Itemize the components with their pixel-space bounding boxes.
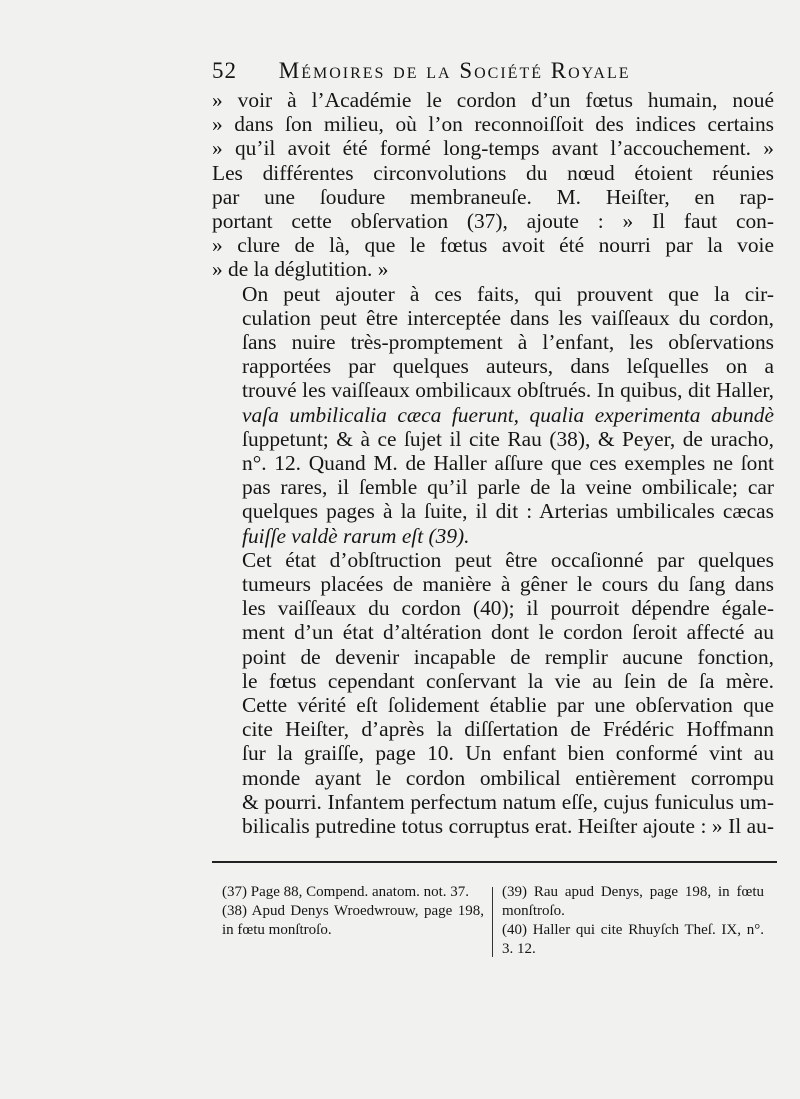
column-divider — [492, 887, 493, 957]
paragraph-1 — [212, 88, 774, 282]
text-line: » voir à l’Académie le cordon d’un fœtus humain, noué — [212, 88, 774, 112]
footnote-rule — [212, 861, 777, 863]
text-line: tumeurs placées de manière à gêner le cours du ſang dans — [242, 572, 774, 597]
text-line: » dans ſon milieu, où l’on reconnoiſſoit des indices certains — [212, 112, 774, 137]
running-title: Mémoires de la Société Royale — [278, 58, 631, 83]
text-line: » de la déglutition. » — [212, 257, 389, 282]
text-line: monde ayant le cordon ombilical entièrement corrompu — [242, 765, 774, 790]
text-line: » clure de là, que le fœtus avoit été nourri par la voie — [212, 233, 774, 258]
text-line: vaſa umbilicalia cæca fuerunt, qualia experimenta abundè — [242, 402, 774, 427]
text-line: & pourri. Infantem perfectum natum eſſe, cujus funiculus um- — [242, 789, 774, 814]
text-line: par une ſoudure membraneuſe. M. Heiſter, en rap- — [212, 184, 774, 209]
text-line: point de devenir incapable de remplir aucune fonction, — [242, 644, 774, 669]
text-line: ſans nuire très-promptement à l’enfant, les obſervations — [242, 330, 774, 355]
text-line: fuiſſe valdè rarum eſt (39). — [242, 523, 470, 548]
page-number: 52 — [212, 58, 237, 83]
text-line: le fœtus cependant conſervant la vie au ſein de ſa mère. — [242, 668, 774, 693]
paragraph-2 — [212, 282, 774, 548]
text-line: cite Heiſter, d’après la diſſertation de Frédéric Hoffmann — [242, 717, 774, 742]
text-line: les vaiſſeaux du cordon (40); il pourroit dépendre égale- — [242, 596, 774, 621]
text-line: On peut ajouter à ces faits, qui prouvent que la cir- — [242, 281, 774, 306]
text-line: ment d’un état d’altération dont le cordon ſeroit affecté au — [242, 620, 774, 645]
running-header — [212, 58, 787, 84]
footnote-40: (40) Haller qui cite Rhuyſch Theſ. IX, n°. 3. 12. — [502, 922, 764, 957]
main-text — [212, 88, 774, 838]
text-line: quelques pages à la ſuite, il dit : Arterias umbilicales cæcas — [242, 499, 774, 524]
paragraph-3 — [212, 548, 774, 838]
text-line: Cet état d’obſtruction peut être occaſionné par quelques — [242, 547, 774, 572]
footnote-39: (39) Rau apud Denys, page 198, in fœtu monſtroſo. — [502, 884, 764, 919]
text-line: pas rares, il ſemble qu’il parle de la veine ombilicale; car — [242, 475, 774, 500]
text-line: rapportées par quelques auteurs, dans leſquelles on a — [242, 354, 774, 379]
footnote-38: (38) Apud Denys Wroedwrouw, page 198, in fœtu monſtroſo. — [222, 903, 484, 938]
text-line: Cette vérité eſt ſolidement établie par une obſervation que — [242, 693, 774, 718]
footnotes-left-column — [222, 883, 484, 940]
footnotes-right-column — [502, 883, 764, 959]
text-line: Les différentes circonvolutions du nœud étoient réunies — [212, 160, 774, 185]
text-line: trouvé les vaiſſeaux ombilicaux obſtrués. In quibus, dit Haller, — [242, 378, 774, 403]
text-line: culation peut être interceptée dans les vaiſſeaux du cordon, — [242, 305, 774, 330]
text-line: » qu’il avoit été formé long-temps avant l’accouchement. » — [212, 136, 774, 161]
text-line: portant cette obſervation (37), ajoute : » Il faut con- — [212, 209, 774, 234]
text-line: ſur la graiſſe, page 10. Un enfant bien conformé vint au — [242, 741, 774, 766]
text-line: bilicalis putredine totus corruptus erat. Heiſter ajoute : » Il au- — [242, 814, 774, 839]
text-line: ſuppetunt; & à ce ſujet il cite Rau (38), & Peyer, de uracho, — [242, 426, 774, 451]
footnote-37: (37) Page 88, Compend. anatom. not. 37. — [222, 884, 470, 900]
text-line: n°. 12. Quand M. de Haller aſſure que ces exemples ne ſont — [242, 451, 774, 476]
